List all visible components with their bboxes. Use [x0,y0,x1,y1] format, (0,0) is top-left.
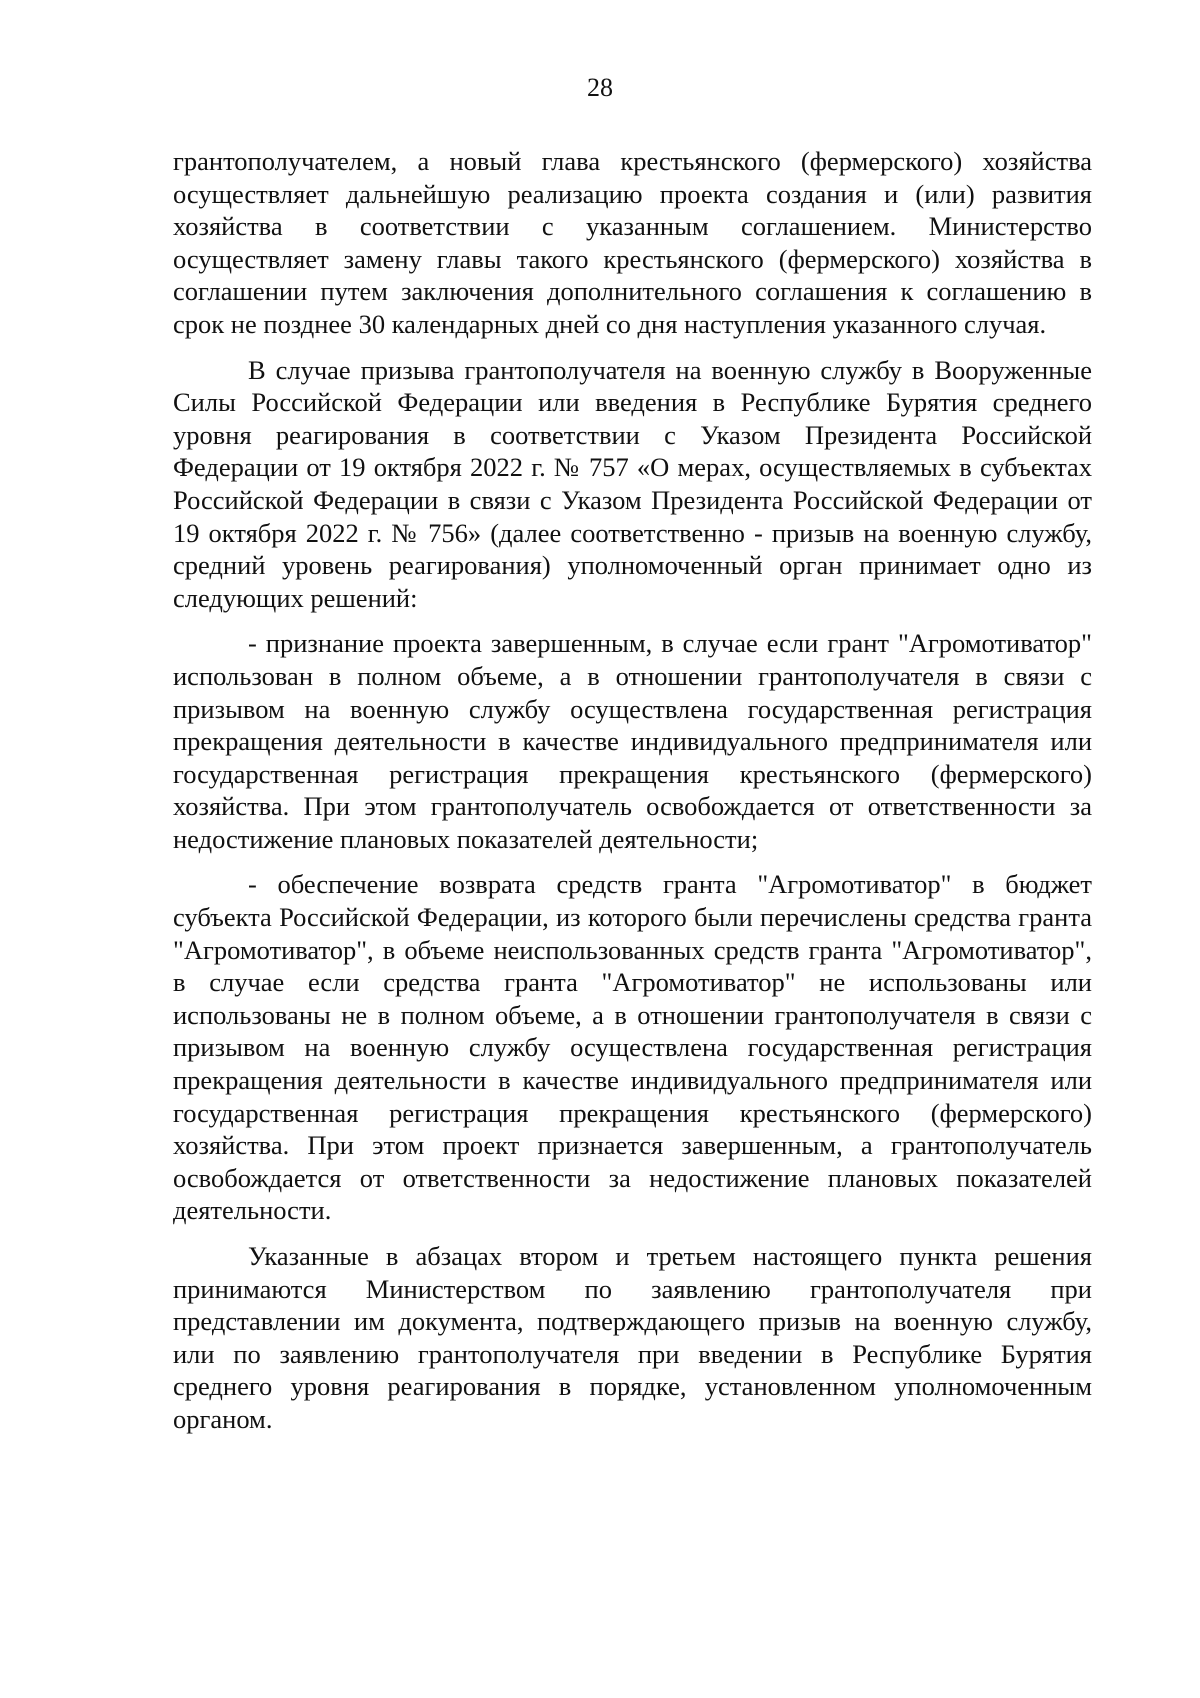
paragraph-decisions-procedure: Указанные в абзацах втором и третьем настоящего пункта решения принимаются Министерством по заявлению грантополучателя при представлении им документа, подтверждающего призыв на военную службу, или по заявлению грантополучателя при введении в Республике Бурятия среднего уровня реагирования в порядке, установленном уполномоченным органом. [173,1241,1092,1434]
paragraph-continuation: грантополучателем, а новый глава крестьянского (фермерского) хозяйства осуществляет дальнейшую реализацию проекта создания и (или) развития хозяйства в соответствии с указанным соглашением. Министерство осуществляет замену главы такого крестьянского (фермерского) хозяйства в соглашении путем заключения дополнительного соглашения к соглашению в срок не позднее 30 календарных дней со дня наступления указанного случая. [173,146,1092,339]
paragraph-decision-funds-return: - обеспечение возврата средств гранта "Агромотиватор" в бюджет субъекта Российской Федерации, из которого были перечислены средства гранта "Агромотиватор", в объеме неиспользованных средств гранта "Агромотиватор", в случае если средства гранта "Агромотиватор" не использованы или использованы не в полном объеме, а в отношении грантополучателя в связи с призывом на военную службу осуществлена государственная регистрация прекращения деятельности в качестве индивидуального предпринимателя или государственная регистрация прекращения крестьянского (фермерского) хозяйства. При этом проект признается завершенным, а грантополучатель освобождается от ответственности за недостижение плановых показателей деятельности. [173,869,1092,1226]
paragraph-decision-project-completed: - признание проекта завершенным, в случае если грант "Агромотиватор" использован в полном объеме, а в отношении грантополучателя в связи с призывом на военную службу осуществлена государственная регистрация прекращения деятельности в качестве индивидуального предпринимателя или государственная регистрация прекращения крестьянского (фермерского) хозяйства. При этом грантополучатель освобождается от ответственности за недостижение плановых показателей деятельности; [173,628,1092,854]
paragraph-conscription-case: В случае призыва грантополучателя на военную службу в Вооруженные Силы Российской Федерации или введения в Республике Бурятия среднего уровня реагирования в соответствии с Указом Президента Российской Федерации от 19 октября 2022 г. № 757 «О мерах, осуществляемых в субъектах Российской Федерации в связи с Указом Президента Российской Федерации от 19 октября 2022 г. № 756» (далее соответственно - призыв на военную службу, средний уровень реагирования) уполномоченный орган принимает одно из следующих решений: [173,354,1092,613]
document-body [173,145,1092,1449]
page-number: 28 [587,73,613,102]
